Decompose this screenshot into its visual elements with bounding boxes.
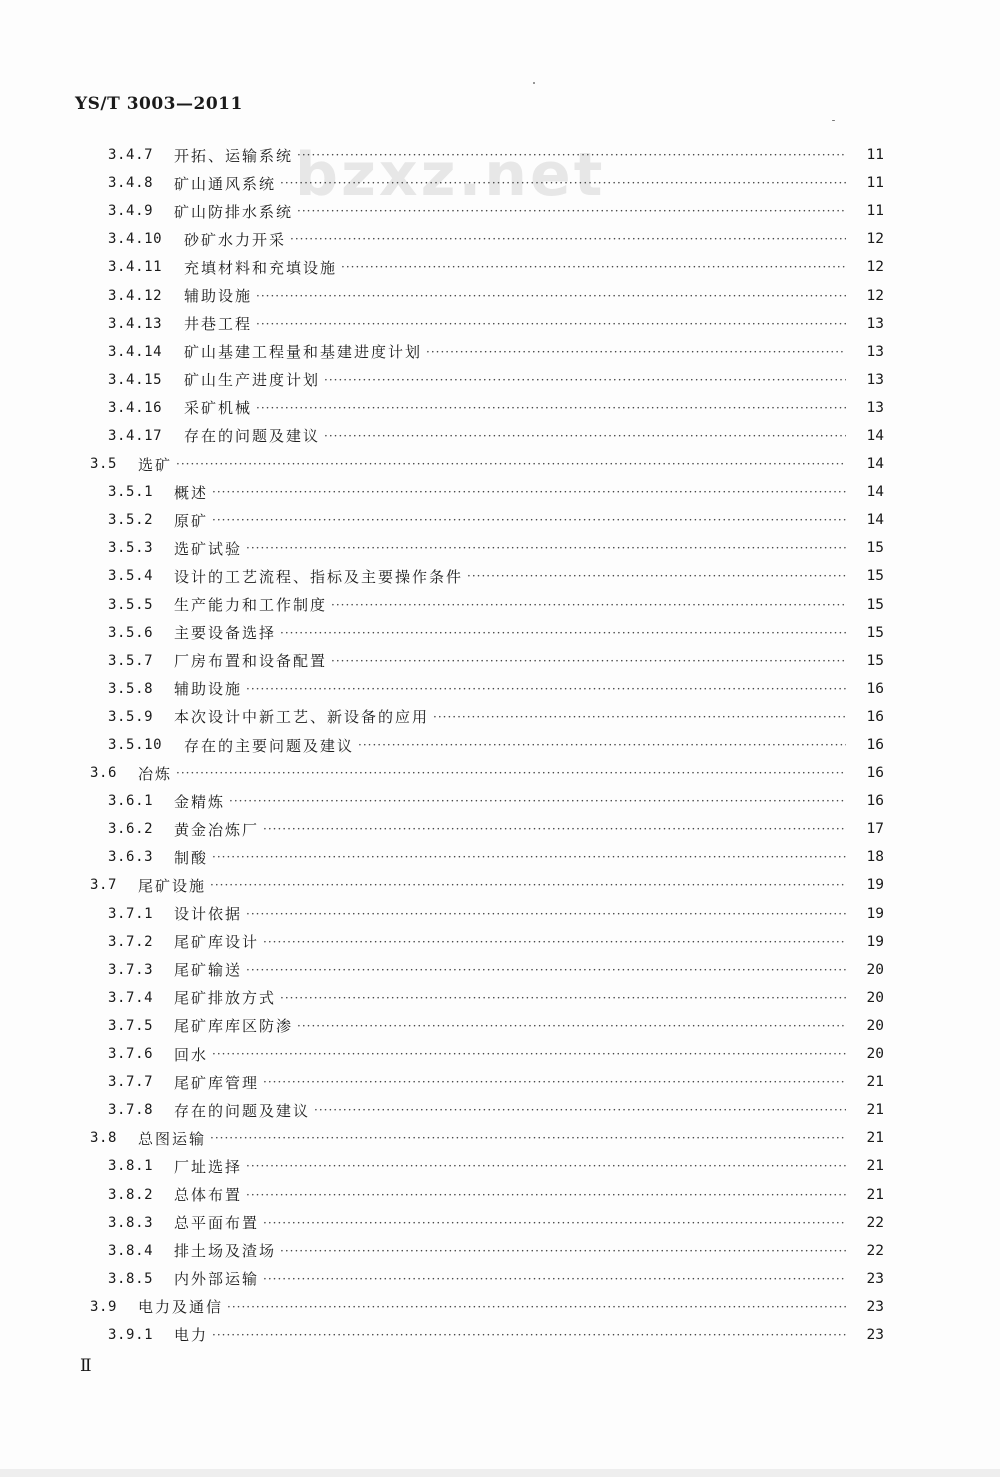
toc-entry-title: 制酸 — [174, 848, 209, 867]
toc-dot-leader — [297, 148, 846, 162]
toc-entry[interactable] — [0, 1124, 1000, 1152]
scan-edge — [0, 1469, 1000, 1477]
toc-entry-number: 3.8.4 — [108, 1242, 154, 1259]
toc-entry-number: 3.5.5 — [108, 596, 154, 613]
toc-dot-leader — [210, 878, 846, 892]
toc-entry-number: 3.7.3 — [108, 961, 154, 978]
toc-dot-leader — [256, 401, 846, 415]
toc-entry[interactable] — [0, 647, 1000, 675]
toc-dot-leader — [263, 822, 846, 836]
toc-entry[interactable] — [0, 450, 1000, 478]
toc-entry-title: 尾矿设施 — [138, 876, 207, 895]
toc-entry-page: 11 — [866, 147, 884, 164]
toc-entry-page: 21 — [866, 1158, 884, 1175]
toc-entry-number: 3.5.1 — [108, 484, 154, 501]
toc-entry-number: 3.4.10 — [108, 231, 163, 248]
toc-entry-page: 23 — [866, 1270, 884, 1287]
toc-entry-page: 14 — [866, 512, 884, 529]
toc-entry[interactable] — [0, 1096, 1000, 1124]
watermark-text: bzxz.net — [295, 140, 606, 210]
toc-entry-number: 3.5.4 — [108, 568, 154, 585]
toc-dot-leader — [176, 457, 846, 471]
toc-entry-title: 存在的主要问题及建议 — [184, 736, 355, 755]
toc-entry-title: 充填材料和充填设施 — [184, 258, 338, 277]
toc-entry-number: 3.9.1 — [108, 1326, 154, 1343]
toc-entry-number: 3.4.9 — [108, 203, 154, 220]
toc-entry-page: 19 — [866, 905, 884, 922]
toc-entry-page: 15 — [866, 568, 884, 585]
standard-code-header: YS/T 3003—2011 — [75, 94, 243, 114]
toc-entry-title: 矿山基建工程量和基建进度计划 — [184, 343, 423, 362]
toc-entry-number: 3.5.7 — [108, 652, 154, 669]
toc-dot-leader — [246, 963, 846, 977]
table-of-contents — [0, 141, 1000, 1349]
toc-entry-page: 19 — [866, 877, 884, 894]
toc-entry[interactable] — [0, 871, 1000, 899]
toc-entry-title: 电力 — [174, 1326, 209, 1345]
toc-dot-leader — [212, 1047, 846, 1061]
toc-entry-title: 冶炼 — [138, 764, 173, 783]
toc-entry[interactable] — [0, 928, 1000, 956]
toc-entry-title: 尾矿库设计 — [174, 933, 260, 952]
toc-entry-title: 尾矿库管理 — [174, 1073, 260, 1092]
toc-entry-title: 辅助设施 — [174, 680, 243, 699]
toc-dot-leader — [426, 345, 846, 359]
toc-dot-leader — [297, 1019, 846, 1033]
toc-entry-title: 内外部运输 — [174, 1270, 260, 1289]
toc-entry-page: 15 — [866, 652, 884, 669]
toc-entry-title: 选矿试验 — [174, 539, 243, 558]
toc-entry-number: 3.7.1 — [108, 905, 154, 922]
toc-entry[interactable] — [0, 141, 1000, 169]
toc-entry-number: 3.4.16 — [108, 399, 163, 416]
toc-dot-leader — [212, 485, 846, 499]
toc-entry-title: 排土场及渣场 — [174, 1242, 277, 1261]
toc-entry[interactable] — [0, 619, 1000, 647]
toc-entry[interactable] — [0, 1293, 1000, 1321]
toc-entry-page: 16 — [866, 793, 884, 810]
toc-entry-number: 3.9 — [90, 1298, 118, 1315]
toc-entry[interactable] — [0, 1152, 1000, 1180]
toc-entry-number: 3.7.6 — [108, 1046, 154, 1063]
toc-dot-leader — [256, 289, 846, 303]
toc-entry-page: 16 — [866, 708, 884, 725]
toc-dot-leader — [263, 935, 846, 949]
toc-entry-title: 尾矿排放方式 — [174, 989, 277, 1008]
toc-entry-title: 总平面布置 — [174, 1214, 260, 1233]
toc-entry[interactable] — [0, 900, 1000, 928]
toc-entry[interactable] — [0, 956, 1000, 984]
toc-dot-leader — [358, 738, 846, 752]
toc-entry-number: 3.5.9 — [108, 708, 154, 725]
toc-entry-page: 12 — [866, 259, 884, 276]
toc-entry-number: 3.4.8 — [108, 175, 154, 192]
toc-entry[interactable] — [0, 1180, 1000, 1208]
toc-dot-leader — [331, 598, 846, 612]
toc-entry-number: 3.7.2 — [108, 933, 154, 950]
toc-entry-page: 14 — [866, 427, 884, 444]
toc-entry[interactable] — [0, 815, 1000, 843]
toc-entry-page: 21 — [866, 1186, 884, 1203]
toc-dot-leader — [263, 1216, 846, 1230]
toc-entry-number: 3.4.11 — [108, 259, 163, 276]
toc-dot-leader — [227, 1300, 846, 1314]
toc-entry-number: 3.7.7 — [108, 1074, 154, 1091]
toc-entry[interactable] — [0, 703, 1000, 731]
toc-entry-number: 3.7.5 — [108, 1017, 154, 1034]
toc-entry-number: 3.5 — [90, 456, 118, 473]
toc-entry-title: 黄金冶炼厂 — [174, 820, 260, 839]
toc-entry[interactable] — [0, 534, 1000, 562]
toc-entry-page: 20 — [866, 961, 884, 978]
toc-entry-number: 3.8 — [90, 1130, 118, 1147]
toc-entry-title: 矿山防排水系统 — [174, 202, 294, 221]
toc-entry-page: 23 — [866, 1326, 884, 1343]
toc-entry-page: 13 — [866, 371, 884, 388]
toc-entry-number: 3.6 — [90, 765, 118, 782]
toc-entry-title: 生产能力和工作制度 — [174, 596, 328, 615]
toc-entry-number: 3.6.2 — [108, 821, 154, 838]
toc-dot-leader — [212, 850, 846, 864]
toc-dot-leader — [212, 513, 846, 527]
toc-entry-page: 16 — [866, 737, 884, 754]
toc-entry[interactable] — [0, 506, 1000, 534]
toc-entry-number: 3.4.13 — [108, 315, 163, 332]
toc-entry-page: 16 — [866, 765, 884, 782]
toc-entry-title: 设计的工艺流程、指标及主要操作条件 — [174, 567, 464, 586]
toc-entry-title: 厂房布置和设备配置 — [174, 652, 328, 671]
toc-entry-page: 14 — [866, 456, 884, 473]
toc-entry-page: 15 — [866, 596, 884, 613]
toc-dot-leader — [246, 682, 846, 696]
toc-dot-leader — [212, 1328, 846, 1342]
toc-dot-leader — [280, 176, 846, 190]
toc-entry-page: 14 — [866, 484, 884, 501]
toc-entry-page: 15 — [866, 540, 884, 557]
toc-entry-number: 3.4.15 — [108, 371, 163, 388]
toc-entry-title: 选矿 — [138, 455, 173, 474]
toc-entry-number: 3.5.10 — [108, 737, 163, 754]
toc-entry-page: 16 — [866, 680, 884, 697]
toc-entry-number: 3.4.17 — [108, 427, 163, 444]
toc-entry-title: 电力及通信 — [138, 1298, 224, 1317]
toc-dot-leader — [280, 626, 846, 640]
toc-entry[interactable] — [0, 310, 1000, 338]
toc-entry[interactable] — [0, 1068, 1000, 1096]
toc-entry-page: 22 — [866, 1242, 884, 1259]
toc-entry[interactable] — [0, 338, 1000, 366]
toc-dot-leader — [331, 654, 846, 668]
toc-entry[interactable] — [0, 422, 1000, 450]
toc-entry-title: 矿山生产进度计划 — [184, 371, 321, 390]
toc-entry-page: 19 — [866, 933, 884, 950]
toc-entry[interactable] — [0, 1040, 1000, 1068]
toc-entry-title: 主要设备选择 — [174, 624, 277, 643]
toc-entry-page: 23 — [866, 1298, 884, 1315]
toc-entry[interactable] — [0, 984, 1000, 1012]
toc-entry-number: 3.5.8 — [108, 680, 154, 697]
toc-entry-number: 3.8.5 — [108, 1270, 154, 1287]
toc-entry-number: 3.7.4 — [108, 989, 154, 1006]
toc-entry-page: 20 — [866, 1017, 884, 1034]
toc-dot-leader — [246, 1159, 846, 1173]
toc-entry[interactable] — [0, 591, 1000, 619]
toc-entry-number: 3.6.1 — [108, 793, 154, 810]
toc-entry-title: 砂矿水力开采 — [184, 230, 287, 249]
toc-entry-page: 13 — [866, 399, 884, 416]
toc-entry-page: 21 — [866, 1130, 884, 1147]
toc-dot-leader — [280, 1244, 846, 1258]
toc-entry[interactable] — [0, 759, 1000, 787]
toc-entry-page: 11 — [866, 175, 884, 192]
toc-entry-title: 概述 — [174, 483, 209, 502]
toc-entry-title: 总体布置 — [174, 1186, 243, 1205]
toc-entry[interactable] — [0, 843, 1000, 871]
toc-dot-leader — [263, 1075, 846, 1089]
toc-entry-page: 17 — [866, 821, 884, 838]
toc-entry[interactable] — [0, 197, 1000, 225]
toc-entry-number: 3.7 — [90, 877, 118, 894]
toc-entry[interactable] — [0, 1237, 1000, 1265]
toc-entry-title: 存在的问题及建议 — [184, 427, 321, 446]
toc-entry[interactable] — [0, 1265, 1000, 1293]
toc-entry-title: 本次设计中新工艺、新设备的应用 — [174, 708, 430, 727]
toc-entry-title: 井巷工程 — [184, 315, 253, 334]
toc-entry[interactable] — [0, 675, 1000, 703]
toc-entry-number: 3.8.2 — [108, 1186, 154, 1203]
toc-entry-page: 20 — [866, 989, 884, 1006]
toc-entry[interactable] — [0, 1209, 1000, 1237]
toc-dot-leader — [256, 317, 846, 331]
toc-entry-page: 12 — [866, 287, 884, 304]
toc-entry-page: 12 — [866, 231, 884, 248]
toc-entry-number: 3.4.12 — [108, 287, 163, 304]
toc-dot-leader — [210, 1131, 846, 1145]
toc-entry-page: 18 — [866, 849, 884, 866]
toc-dot-leader — [433, 710, 846, 724]
toc-dot-leader — [280, 991, 846, 1005]
scan-speck — [533, 82, 535, 84]
toc-entry[interactable] — [0, 225, 1000, 253]
toc-entry[interactable] — [0, 1012, 1000, 1040]
toc-entry-page: 13 — [866, 315, 884, 332]
toc-dot-leader — [324, 429, 846, 443]
toc-entry-title: 矿山通风系统 — [174, 174, 277, 193]
toc-entry-number: 3.8.3 — [108, 1214, 154, 1231]
toc-entry[interactable] — [0, 1321, 1000, 1349]
toc-entry-title: 厂址选择 — [174, 1157, 243, 1176]
toc-dot-leader — [467, 569, 846, 583]
toc-entry-title: 开拓、运输系统 — [174, 146, 294, 165]
toc-entry-page: 20 — [866, 1046, 884, 1063]
toc-dot-leader — [246, 541, 846, 555]
toc-entry-number: 3.8.1 — [108, 1158, 154, 1175]
toc-dot-leader — [314, 1103, 846, 1117]
toc-entry[interactable] — [0, 731, 1000, 759]
toc-dot-leader — [246, 1188, 846, 1202]
toc-entry-title: 采矿机械 — [184, 399, 253, 418]
scan-speck — [832, 120, 835, 121]
toc-entry-title: 总图运输 — [138, 1129, 207, 1148]
toc-entry[interactable] — [0, 787, 1000, 815]
toc-entry-number: 3.4.7 — [108, 147, 154, 164]
toc-entry-number: 3.4.14 — [108, 343, 163, 360]
toc-dot-leader — [263, 1272, 846, 1286]
toc-entry[interactable] — [0, 169, 1000, 197]
toc-entry-page: 21 — [866, 1102, 884, 1119]
toc-dot-leader — [324, 373, 846, 387]
toc-entry[interactable] — [0, 253, 1000, 281]
toc-dot-leader — [290, 232, 846, 246]
toc-entry[interactable] — [0, 478, 1000, 506]
toc-entry[interactable] — [0, 281, 1000, 309]
toc-dot-leader — [176, 766, 846, 780]
toc-entry-number: 3.5.2 — [108, 512, 154, 529]
toc-entry-title: 回水 — [174, 1045, 209, 1064]
toc-entry-title: 尾矿库库区防渗 — [174, 1017, 294, 1036]
toc-entry[interactable] — [0, 562, 1000, 590]
toc-entry-page: 13 — [866, 343, 884, 360]
page-number-footer: Ⅱ — [80, 1356, 92, 1376]
toc-entry[interactable] — [0, 366, 1000, 394]
toc-dot-leader — [341, 260, 846, 274]
toc-entry-number: 3.7.8 — [108, 1102, 154, 1119]
toc-entry-number: 3.5.3 — [108, 540, 154, 557]
toc-entry-number: 3.5.6 — [108, 624, 154, 641]
toc-entry-page: 22 — [866, 1214, 884, 1231]
toc-entry-title: 存在的问题及建议 — [174, 1101, 311, 1120]
toc-entry-title: 原矿 — [174, 511, 209, 530]
toc-entry-title: 设计依据 — [174, 905, 243, 924]
toc-dot-leader — [246, 907, 846, 921]
toc-entry-page: 11 — [866, 203, 884, 220]
toc-entry-number: 3.6.3 — [108, 849, 154, 866]
toc-entry-title: 尾矿输送 — [174, 961, 243, 980]
toc-entry[interactable] — [0, 394, 1000, 422]
toc-entry-title: 辅助设施 — [184, 287, 253, 306]
toc-entry-title: 金精炼 — [174, 792, 226, 811]
toc-dot-leader — [297, 204, 846, 218]
toc-entry-page: 21 — [866, 1074, 884, 1091]
toc-entry-page: 15 — [866, 624, 884, 641]
toc-dot-leader — [229, 794, 846, 808]
